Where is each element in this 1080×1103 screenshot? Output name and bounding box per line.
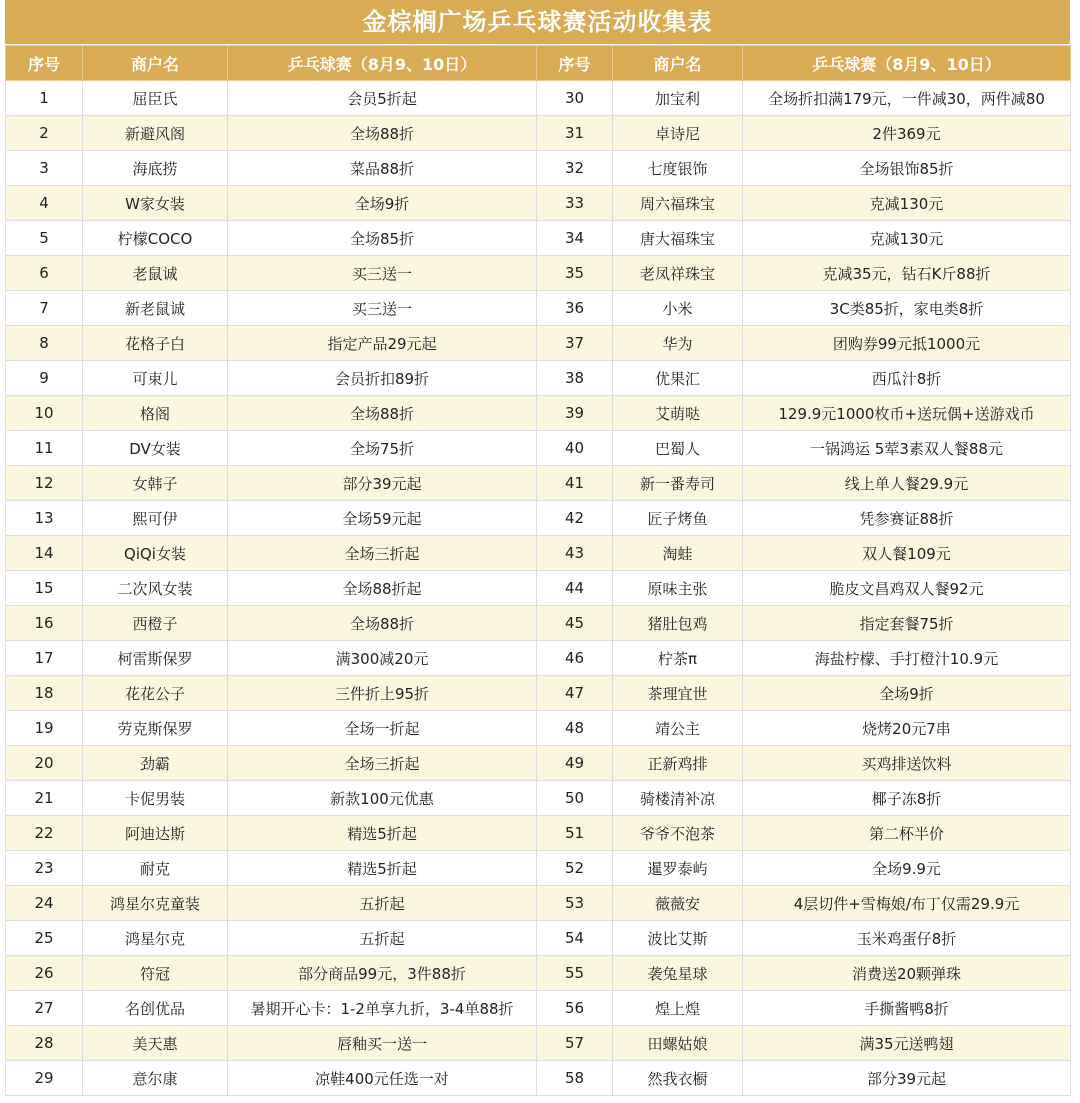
- cell-offer-left: 全场88折: [228, 396, 537, 431]
- cell-offer-right: 椰子冻8折: [743, 781, 1071, 816]
- table-row: [6, 151, 1071, 186]
- cell-offer-left: 全场一折起: [228, 711, 537, 746]
- cell-offer-right: 克减35元，钻石K斤88折: [743, 256, 1071, 291]
- cell-no-right: 53: [537, 886, 613, 921]
- cell-no-left: 20: [6, 746, 83, 781]
- cell-merchant-left: QiQi女装: [83, 536, 228, 571]
- cell-no-right: 42: [537, 501, 613, 536]
- cell-no-left: 16: [6, 606, 83, 641]
- table-row: [6, 816, 1071, 851]
- cell-no-right: 33: [537, 186, 613, 221]
- cell-merchant-right: 匠子烤鱼: [613, 501, 743, 536]
- cell-merchant-left: 鸿星尔克: [83, 921, 228, 956]
- cell-merchant-right: 优果汇: [613, 361, 743, 396]
- cell-offer-left: 精选5折起: [228, 816, 537, 851]
- table-row: [6, 431, 1071, 466]
- cell-offer-right: 全场银饰85折: [743, 151, 1071, 186]
- header-merchant-right: 商户名: [613, 46, 743, 81]
- cell-offer-right: 一锅鸿运 5荤3素双人餐88元: [743, 431, 1071, 466]
- cell-offer-right: 团购券99元抵1000元: [743, 326, 1071, 361]
- cell-no-right: 39: [537, 396, 613, 431]
- cell-no-right: 51: [537, 816, 613, 851]
- cell-merchant-right: 艾萌哒: [613, 396, 743, 431]
- cell-merchant-right: 原味主张: [613, 571, 743, 606]
- cell-no-right: 44: [537, 571, 613, 606]
- cell-no-right: 50: [537, 781, 613, 816]
- cell-merchant-right: 小米: [613, 291, 743, 326]
- table-row: [6, 746, 1071, 781]
- cell-offer-right: 买鸡排送饮料: [743, 746, 1071, 781]
- cell-offer-left: 新款100元优惠: [228, 781, 537, 816]
- table-row: [6, 571, 1071, 606]
- cell-merchant-right: 老凤祥珠宝: [613, 256, 743, 291]
- cell-no-right: 34: [537, 221, 613, 256]
- cell-offer-left: 全场88折起: [228, 571, 537, 606]
- cell-offer-left: 五折起: [228, 921, 537, 956]
- cell-merchant-left: 海底捞: [83, 151, 228, 186]
- cell-offer-left: 暑期开心卡：1-2单享九折，3-4单88折: [228, 991, 537, 1026]
- table-row: [6, 361, 1071, 396]
- table-row: [6, 676, 1071, 711]
- cell-offer-right: 4层切件+雪梅娘/布丁仅需29.9元: [743, 886, 1071, 921]
- cell-offer-right: 线上单人餐29.9元: [743, 466, 1071, 501]
- table-row: [6, 396, 1071, 431]
- cell-offer-left: 全场88折: [228, 606, 537, 641]
- cell-no-left: 4: [6, 186, 83, 221]
- table-row: [6, 956, 1071, 991]
- cell-no-left: 27: [6, 991, 83, 1026]
- table-row: [6, 221, 1071, 256]
- cell-no-right: 43: [537, 536, 613, 571]
- cell-no-left: 25: [6, 921, 83, 956]
- cell-offer-right: 手撕酱鸭8折: [743, 991, 1071, 1026]
- cell-offer-right: 全场9折: [743, 676, 1071, 711]
- cell-offer-right: 指定套餐75折: [743, 606, 1071, 641]
- cell-no-right: 58: [537, 1061, 613, 1096]
- cell-no-right: 49: [537, 746, 613, 781]
- cell-merchant-right: 煌上煌: [613, 991, 743, 1026]
- cell-offer-right: 全场9.9元: [743, 851, 1071, 886]
- cell-no-right: 30: [537, 81, 613, 116]
- sheet-title: 金棕榈广场乒乓球赛活动收集表: [5, 0, 1070, 45]
- cell-no-left: 3: [6, 151, 83, 186]
- cell-offer-left: 全场88折: [228, 116, 537, 151]
- cell-merchant-left: 劲霸: [83, 746, 228, 781]
- table-row: [6, 1061, 1071, 1096]
- cell-offer-left: 菜品88折: [228, 151, 537, 186]
- cell-offer-right: 脆皮文昌鸡双人餐92元: [743, 571, 1071, 606]
- cell-no-left: 21: [6, 781, 83, 816]
- cell-offer-right: 烧烤20元7串: [743, 711, 1071, 746]
- cell-offer-left: 部分39元起: [228, 466, 537, 501]
- cell-offer-right: 海盐柠檬、手打橙汁10.9元: [743, 641, 1071, 676]
- cell-offer-right: 129.9元1000枚币+送玩偶+送游戏币: [743, 396, 1071, 431]
- cell-offer-left: 三件折上95折: [228, 676, 537, 711]
- cell-no-left: 13: [6, 501, 83, 536]
- cell-merchant-left: 新老鼠诚: [83, 291, 228, 326]
- cell-merchant-right: 新一番寿司: [613, 466, 743, 501]
- table-row: [6, 886, 1071, 921]
- cell-no-left: 8: [6, 326, 83, 361]
- cell-no-left: 5: [6, 221, 83, 256]
- cell-merchant-left: 阿迪达斯: [83, 816, 228, 851]
- cell-merchant-left: 鸿星尔克童装: [83, 886, 228, 921]
- cell-no-left: 22: [6, 816, 83, 851]
- table-row: [6, 326, 1071, 361]
- cell-no-left: 14: [6, 536, 83, 571]
- cell-offer-left: 精选5折起: [228, 851, 537, 886]
- cell-offer-left: 满300减20元: [228, 641, 537, 676]
- table-row: [6, 466, 1071, 501]
- cell-offer-left: 全场9折: [228, 186, 537, 221]
- table-row: [6, 116, 1071, 151]
- cell-no-right: 38: [537, 361, 613, 396]
- cell-no-right: 36: [537, 291, 613, 326]
- cell-merchant-left: 美天惠: [83, 1026, 228, 1061]
- cell-no-left: 17: [6, 641, 83, 676]
- table-row: [6, 81, 1071, 116]
- table-row: [6, 851, 1071, 886]
- table-row: [6, 991, 1071, 1026]
- cell-no-right: 54: [537, 921, 613, 956]
- cell-offer-right: 消费送20颗弹珠: [743, 956, 1071, 991]
- cell-no-left: 1: [6, 81, 83, 116]
- cell-merchant-right: 然我衣橱: [613, 1061, 743, 1096]
- cell-merchant-right: 巴蜀人: [613, 431, 743, 466]
- cell-merchant-right: 暹罗泰屿: [613, 851, 743, 886]
- header-merchant-left: 商户名: [83, 46, 228, 81]
- table-row: [6, 1026, 1071, 1061]
- cell-merchant-right: 淘蛙: [613, 536, 743, 571]
- cell-offer-right: 凭参赛证88折: [743, 501, 1071, 536]
- cell-offer-left: 全场三折起: [228, 536, 537, 571]
- cell-offer-right: 克减130元: [743, 221, 1071, 256]
- cell-merchant-right: 爷爷不泡茶: [613, 816, 743, 851]
- cell-merchant-right: 猪肚包鸡: [613, 606, 743, 641]
- cell-no-left: 12: [6, 466, 83, 501]
- spreadsheet: [5, 0, 1070, 1096]
- cell-merchant-left: 西橙子: [83, 606, 228, 641]
- cell-merchant-right: 波比艾斯: [613, 921, 743, 956]
- cell-no-left: 9: [6, 361, 83, 396]
- cell-merchant-right: 七度银饰: [613, 151, 743, 186]
- cell-merchant-right: 卓诗尼: [613, 116, 743, 151]
- cell-offer-right: 玉米鸡蛋仔8折: [743, 921, 1071, 956]
- cell-no-left: 19: [6, 711, 83, 746]
- cell-offer-left: 买三送一: [228, 256, 537, 291]
- cell-offer-right: 部分39元起: [743, 1061, 1071, 1096]
- cell-offer-right: 满35元送鸭翅: [743, 1026, 1071, 1061]
- cell-offer-right: 西瓜汁8折: [743, 361, 1071, 396]
- cell-merchant-right: 周六福珠宝: [613, 186, 743, 221]
- cell-merchant-left: 名创优品: [83, 991, 228, 1026]
- cell-offer-left: 全场三折起: [228, 746, 537, 781]
- cell-no-left: 23: [6, 851, 83, 886]
- cell-merchant-right: 茶理宜世: [613, 676, 743, 711]
- cell-merchant-left: 耐克: [83, 851, 228, 886]
- cell-merchant-right: 柠茶π: [613, 641, 743, 676]
- cell-no-left: 28: [6, 1026, 83, 1061]
- cell-merchant-left: 柯雷斯保罗: [83, 641, 228, 676]
- cell-no-right: 56: [537, 991, 613, 1026]
- offers-table: [5, 45, 1071, 1096]
- cell-no-right: 35: [537, 256, 613, 291]
- cell-offer-right: 第二杯半价: [743, 816, 1071, 851]
- cell-merchant-right: 骑楼清补凉: [613, 781, 743, 816]
- table-row: [6, 536, 1071, 571]
- cell-merchant-right: 田螺姑娘: [613, 1026, 743, 1061]
- cell-merchant-left: 熙可伊: [83, 501, 228, 536]
- cell-offer-left: 指定产品29元起: [228, 326, 537, 361]
- cell-offer-right: 双人餐109元: [743, 536, 1071, 571]
- cell-offer-left: 唇釉买一送一: [228, 1026, 537, 1061]
- cell-merchant-left: 符冠: [83, 956, 228, 991]
- cell-no-left: 15: [6, 571, 83, 606]
- cell-no-left: 24: [6, 886, 83, 921]
- cell-merchant-left: 格阁: [83, 396, 228, 431]
- cell-offer-left: 部分商品99元，3件88折: [228, 956, 537, 991]
- cell-offer-left: 会员折扣89折: [228, 361, 537, 396]
- cell-merchant-right: 加宝利: [613, 81, 743, 116]
- cell-no-right: 40: [537, 431, 613, 466]
- cell-no-left: 2: [6, 116, 83, 151]
- table-row: [6, 781, 1071, 816]
- cell-offer-left: 全场85折: [228, 221, 537, 256]
- cell-no-left: 7: [6, 291, 83, 326]
- cell-no-right: 48: [537, 711, 613, 746]
- cell-offer-right: 2件369元: [743, 116, 1071, 151]
- cell-offer-left: 五折起: [228, 886, 537, 921]
- cell-merchant-left: 二次风女装: [83, 571, 228, 606]
- table-row: [6, 186, 1071, 221]
- header-row: [6, 46, 1071, 81]
- cell-offer-right: 克减130元: [743, 186, 1071, 221]
- cell-offer-right: 3C类85折，家电类8折: [743, 291, 1071, 326]
- cell-offer-left: 全场59元起: [228, 501, 537, 536]
- cell-no-left: 10: [6, 396, 83, 431]
- table-body: [6, 81, 1071, 1096]
- cell-no-left: 6: [6, 256, 83, 291]
- cell-merchant-left: 屈臣氏: [83, 81, 228, 116]
- cell-merchant-left: 柠檬COCO: [83, 221, 228, 256]
- cell-merchant-right: 靖公主: [613, 711, 743, 746]
- cell-no-right: 32: [537, 151, 613, 186]
- cell-merchant-right: 袭兔星球: [613, 956, 743, 991]
- cell-no-right: 41: [537, 466, 613, 501]
- header-no-right: 序号: [537, 46, 613, 81]
- cell-no-right: 37: [537, 326, 613, 361]
- cell-merchant-right: 正新鸡排: [613, 746, 743, 781]
- cell-merchant-left: 意尔康: [83, 1061, 228, 1096]
- table-row: [6, 711, 1071, 746]
- table-row: [6, 291, 1071, 326]
- cell-no-right: 52: [537, 851, 613, 886]
- cell-merchant-left: 卡伲男装: [83, 781, 228, 816]
- cell-no-right: 55: [537, 956, 613, 991]
- table-row: [6, 256, 1071, 291]
- cell-no-right: 31: [537, 116, 613, 151]
- header-offer-right: 乒乓球赛（8月9、10日）: [743, 46, 1071, 81]
- table-row: [6, 606, 1071, 641]
- table-row: [6, 921, 1071, 956]
- table-row: [6, 501, 1071, 536]
- cell-offer-left: 全场75折: [228, 431, 537, 466]
- cell-merchant-left: 花花公子: [83, 676, 228, 711]
- cell-merchant-left: W家女装: [83, 186, 228, 221]
- cell-no-left: 11: [6, 431, 83, 466]
- cell-offer-right: 全场折扣满179元，一件减30，两件减80: [743, 81, 1071, 116]
- cell-merchant-right: 唐大福珠宝: [613, 221, 743, 256]
- cell-merchant-right: 华为: [613, 326, 743, 361]
- cell-offer-left: 会员5折起: [228, 81, 537, 116]
- cell-no-right: 57: [537, 1026, 613, 1061]
- header-no-left: 序号: [6, 46, 83, 81]
- cell-merchant-left: 劳克斯保罗: [83, 711, 228, 746]
- cell-merchant-left: DV女装: [83, 431, 228, 466]
- cell-no-left: 18: [6, 676, 83, 711]
- cell-merchant-right: 薇薇安: [613, 886, 743, 921]
- cell-merchant-left: 新避风阁: [83, 116, 228, 151]
- cell-no-right: 47: [537, 676, 613, 711]
- cell-no-left: 29: [6, 1061, 83, 1096]
- cell-merchant-left: 可束儿: [83, 361, 228, 396]
- cell-no-right: 45: [537, 606, 613, 641]
- cell-no-left: 26: [6, 956, 83, 991]
- header-offer-left: 乒乓球赛（8月9、10日）: [228, 46, 537, 81]
- cell-offer-left: 凉鞋400元任选一对: [228, 1061, 537, 1096]
- cell-no-right: 46: [537, 641, 613, 676]
- table-row: [6, 641, 1071, 676]
- cell-merchant-left: 女韩子: [83, 466, 228, 501]
- cell-merchant-left: 花格子白: [83, 326, 228, 361]
- cell-merchant-left: 老鼠诚: [83, 256, 228, 291]
- cell-offer-left: 买三送一: [228, 291, 537, 326]
